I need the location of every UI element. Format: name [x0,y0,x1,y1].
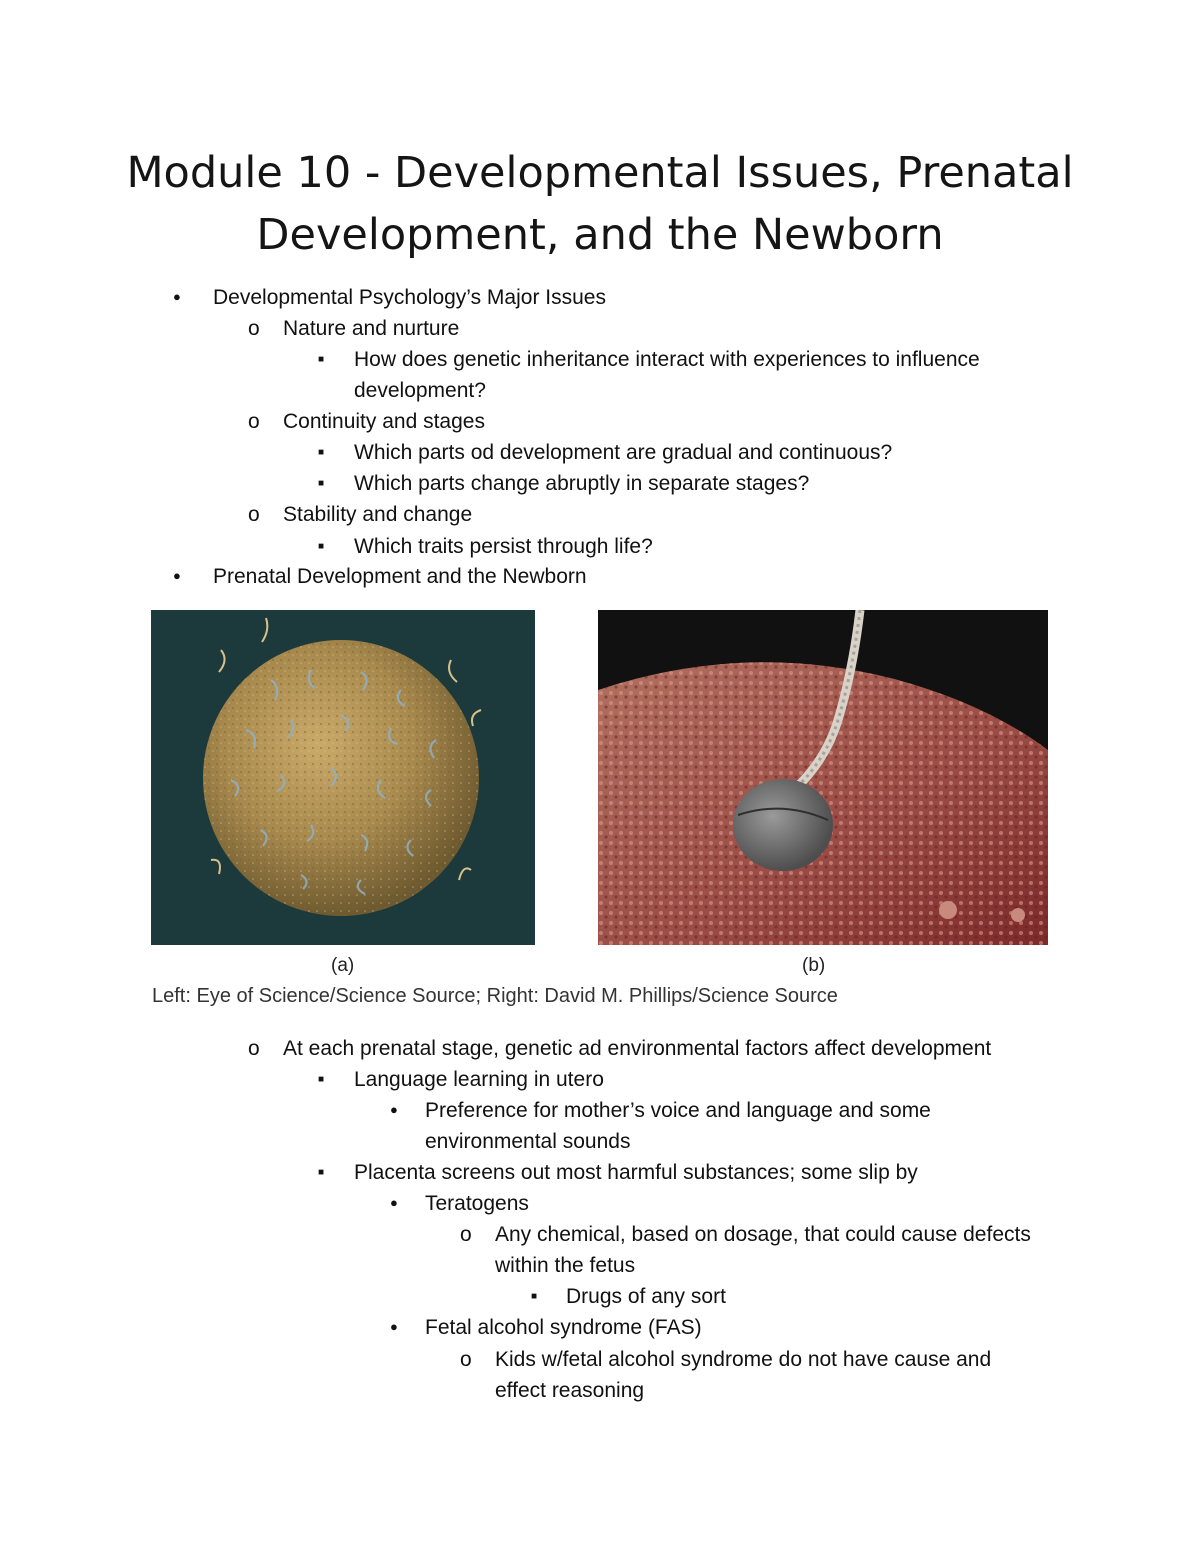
bullet-marker [460,1344,472,1375]
list-item-placenta: Placenta screens out most harmful substances; some slip by [354,1161,918,1184]
egg-cell-image [151,610,535,945]
bullet-marker [248,499,260,530]
list-item-continuity: Continuity and stages [283,410,485,433]
bullet-marker [460,1219,472,1250]
list-item-voice-preference-cont: environmental sounds [425,1130,631,1153]
bullet-marker [318,437,324,472]
bullet-marker [318,468,324,503]
list-item-traits-question: Which traits persist through life? [354,535,653,558]
list-item-teratogen-definition-cont: within the fetus [495,1254,636,1277]
list-item-genetic-question: How does genetic inheritance interact with experiences to influence [354,348,980,371]
list-item-fas-detail: Kids w/fetal alcohol syndrome do not have cause and [495,1348,992,1371]
bullet-marker [248,1033,260,1064]
list-item-genetic-question-cont: development? [354,379,486,402]
bullet-marker [531,1281,537,1316]
list-item-voice-preference: Preference for mother’s voice and language and some [425,1099,931,1122]
list-item-fas: Fetal alcohol syndrome (FAS) [425,1316,702,1339]
sperm-egg-image [598,610,1048,945]
bullet-marker [173,282,181,315]
list-item-fas-detail-cont: effect reasoning [495,1379,645,1402]
egg-cell-micrograph [151,610,535,945]
list-item-gradual-question: Which parts od development are gradual and continuous? [354,441,893,464]
list-item-teratogen-definition: Any chemical, based on dosage, that could cause defects [495,1223,1031,1246]
title-line-2: Development, and the Newborn [256,210,944,260]
list-item-prenatal-factors: At each prenatal stage, genetic ad environmental factors affect development [283,1037,992,1060]
list-item-stability: Stability and change [283,503,473,526]
bullet-marker [390,1095,398,1128]
title-line-1: Module 10 - Developmental Issues, Prenatal [126,148,1074,198]
list-item-prenatal: Prenatal Development and the Newborn [213,565,587,588]
page-title [100,142,1100,266]
bullet-marker [248,406,260,437]
sperm-egg-micrograph [598,610,1048,945]
list-item-language-learning: Language learning in utero [354,1068,604,1091]
list-item-abrupt-question: Which parts change abruptly in separate stages? [354,472,810,495]
figure-credit: Left: Eye of Science/Science Source; Right: David M. Phillips/Science Source [152,985,838,1007]
bullet-marker [318,344,324,379]
list-item-drugs: Drugs of any sort [566,1285,726,1308]
bullet-marker [248,313,260,344]
list-item-major-issues: Developmental Psychology’s Major Issues [213,286,606,309]
bullet-marker [173,561,181,594]
figure-label-b: (b) [802,955,826,976]
bullet-marker [318,1157,324,1192]
bullet-marker [318,1064,324,1099]
list-item-teratogens: Teratogens [425,1192,529,1215]
list-item-nature-nurture: Nature and nurture [283,317,460,340]
bullet-marker [390,1188,398,1221]
figure-label-a: (a) [331,955,355,976]
bullet-marker [390,1312,398,1345]
